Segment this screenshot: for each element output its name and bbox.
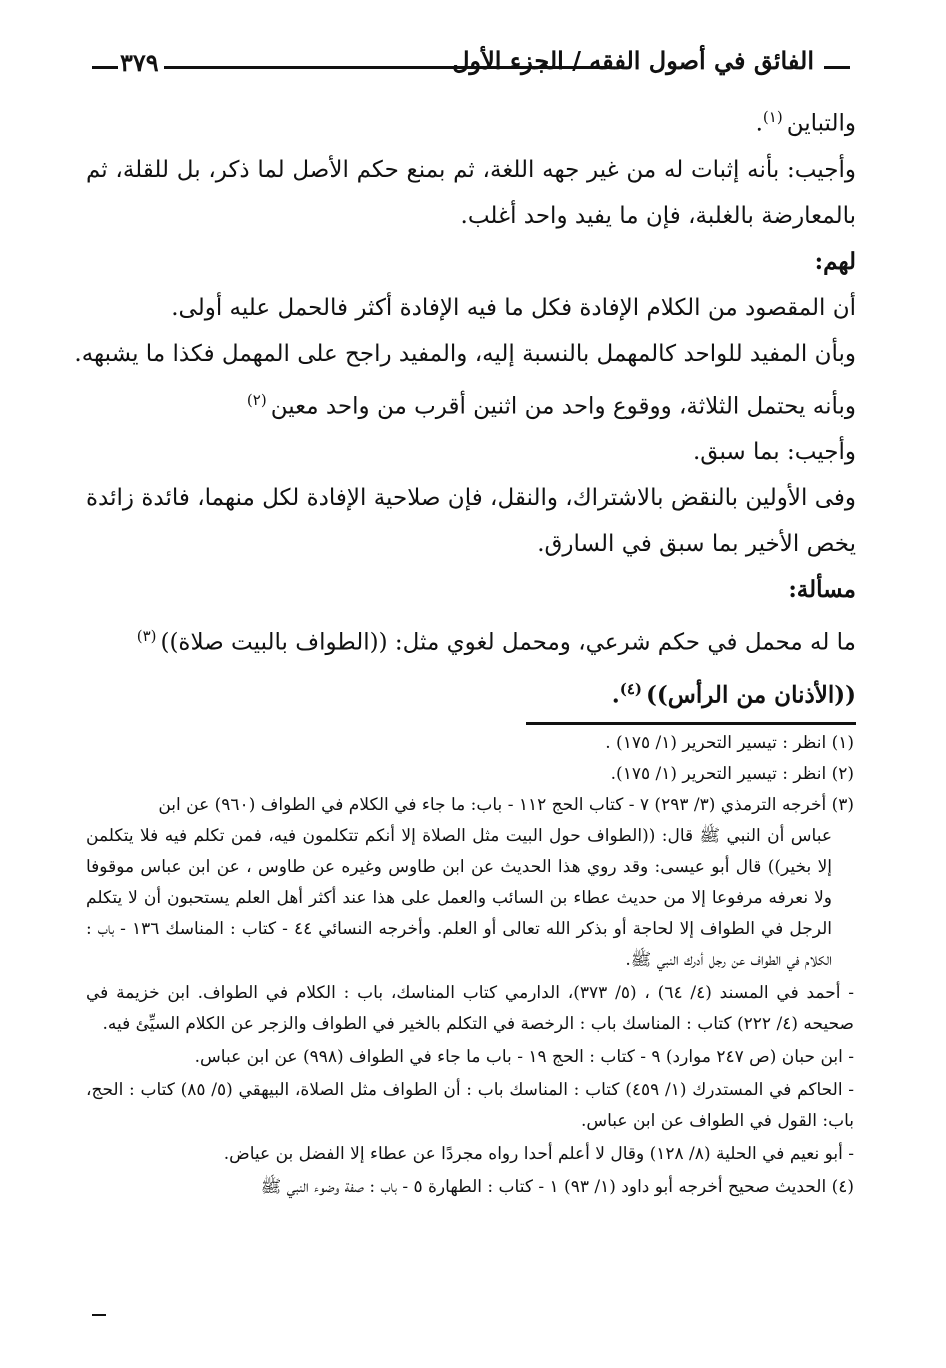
- footnote-ref-3: (٣): [136, 627, 157, 646]
- text-tabayun: والتباين: [786, 110, 856, 137]
- paragraph-answer-1: وأجيب: بأنه إثبات له من غير جهه اللغة، ثم بمنع حكم الأصل لما ذكر، بل للقلة، ثم بالمعارضة بالغلبة، فإن ما يفيد واحد أغلب.: [86, 156, 856, 229]
- footnote-3-body: عباس أن النبي ﷺ قال: ((الطواف حول البيت مثل الصلاة إلا أنكم تتكلمون فيه، فمن تكلم فيه فلا يتكلمن إلا بخير)) قال أبو عيسى: وقد روي هذا الحديث عن ابن طاوس وغيره عن طاوس ، عن ابن عباس موقوفا ولا نعرفه مرفوعا إلا من حديث عطاء بن السائب والعمل على هذا عند أكثر أهل العلم يستحبون أن لا يتكلم الرجل في الطواف إلا لحاجة أو بذكر الله تعالى أو العلم. وأخرجه النسائي ٤٤ - كتاب : المناسك ١٣٦ - باب : الكلام في الطواف عن رجل أدرك النبي ﷺ.: [86, 826, 832, 970]
- argument-2: وبأن المفيد للواحد كالمهمل بالنسبة إليه، والمفيد راجح على المهمل فكذا ما يشبهه.: [74, 340, 856, 367]
- header-rule-left: [92, 66, 118, 69]
- argument-3-text: وبأنه يحتمل الثلاثة، ووقوع واحد من اثنين أقرب من واحد معين: [270, 393, 856, 420]
- page-number: ٣٧٩: [120, 48, 159, 77]
- header-rule-right: [824, 66, 850, 69]
- heading-masala: مسألة:: [788, 576, 856, 604]
- footnotes: [86, 728, 854, 1205]
- running-header: [92, 46, 850, 86]
- text-line-tabayun: [86, 94, 856, 147]
- masala-line-2: [86, 666, 856, 719]
- main-text: [74, 94, 856, 719]
- footnote-separator: [526, 722, 856, 725]
- masala-line-1: [86, 613, 856, 666]
- argument-3: [86, 377, 856, 430]
- footnote-3-ahmad: - أحمد في المسند (٤/ ٦٤) ، (٥/ ٣٧٣)، الدارمي كتاب المناسك، باب : الكلام في الطواف. ابن خزيمة في صحيحه (٤/ ٢٢٢) كتاب : المناسك باب : الرخصة في التكلم بالخير في الطواف والزجر عن الكلام السيِّئ فيه.: [86, 983, 855, 1034]
- masala-text-2: ((الأذنان من الرأس)): [646, 681, 856, 709]
- answer-2: وأجيب: بما سبق.: [692, 439, 856, 466]
- footnote-ref-1: (١): [762, 108, 783, 126]
- book-title: الفائق في أصول الفقه / الجزء الأول: [452, 46, 814, 75]
- footnote-3-heading: (٣) أخرجه الترمذي (٣/ ٢٩٣) ٧ - كتاب الحج ١١٢ - باب: ما جاء في الكلام في الطواف (٩٦٠) عن ابن: [158, 795, 854, 815]
- footnote-3-ibn-hibban: - ابن حبان (ص ٢٤٧ موارد) ٩ - كتاب : الحج ١٩ - باب ما جاء في الطواف (٩٩٨) عن ابن عباس.: [194, 1047, 854, 1067]
- masala-period: .: [611, 681, 620, 709]
- footnote-ref-4: (٤): [619, 679, 643, 698]
- masala-text-1: ما له محمل في حكم شرعي، ومحمل لغوي مثل: ((الطواف بالبيت صلاة)): [160, 629, 856, 656]
- footnote-2: (٢) انظر : تيسير التحرير (١/ ١٧٥).: [610, 764, 854, 784]
- continuation-mark: [92, 1314, 106, 1316]
- text-period: .: [755, 110, 763, 137]
- argument-1: أن المقصود من الكلام الإفادة فكل ما فيه الإفادة أكثر فالحمل عليه أولى.: [171, 294, 856, 321]
- footnote-ref-2: (٢): [246, 390, 267, 409]
- footnote-3-hakim: - الحاكم في المستدرك (١/ ٤٥٩) كتاب : المناسك باب : أن الطواف مثل الصلاة، البيهقي (٥/ ٨٥) كتاب : الحج، باب: القول في الطواف عن ابن عباس.: [86, 1080, 854, 1131]
- heading-lahum: لهم:: [814, 247, 856, 275]
- footnote-4: (٤) الحديث صحيح أخرجه أبو داود (١/ ٩٣) ١ - كتاب : الطهارة ٥ - باب : صفة وضوء النبي ﷺ: [260, 1177, 854, 1197]
- footnote-1: (١) انظر : تيسير التحرير (١/ ١٧٥) .: [605, 733, 854, 753]
- paragraph-answer-3: وفى الأولين بالنقض بالاشتراك، والنقل، فإن صلاحية الإفادة لكل منهما، فائدة زائدة يخص الأخير بما سبق في السارق.: [86, 485, 856, 558]
- footnote-3-abu-nuaym: - أبو نعيم في الحلية (٨/ ١٢٨) وقال لا أعلم أحدا رواه مجردًا عن عطاء إلا الفضل بن عياض.: [223, 1144, 854, 1164]
